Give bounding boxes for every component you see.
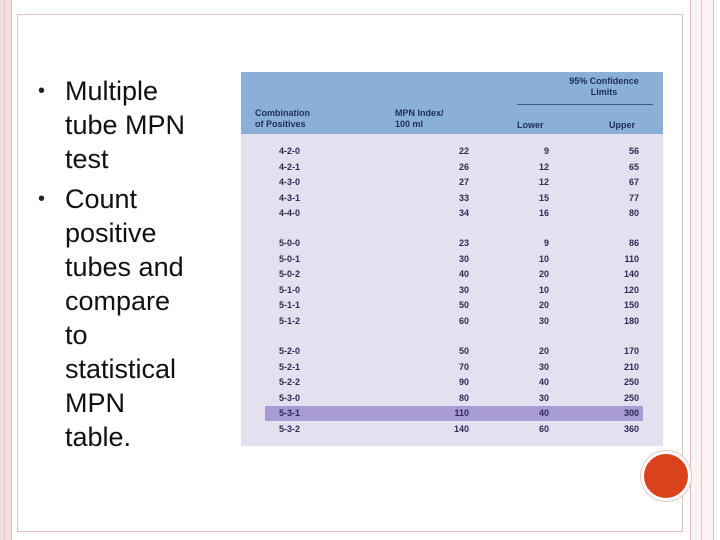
table-row: [265, 360, 643, 375]
table-row: [265, 375, 643, 390]
combination-cell: 4-4-0: [279, 208, 301, 218]
confidence-header-line: Limits: [590, 87, 618, 97]
combination-cell: 4-2-0: [279, 146, 301, 156]
bullet-list: [34, 74, 234, 460]
lower-limit-cell: 20: [538, 346, 549, 356]
upper-limit-cell: 150: [623, 300, 639, 310]
mpn-cell: 80: [458, 392, 469, 403]
bullet-line: MPN: [65, 388, 125, 418]
upper-limit-cell: 80: [628, 208, 639, 218]
combination-cell: 5-1-2: [279, 315, 301, 326]
table-row: [265, 422, 643, 437]
combination-cell: 5-2-0: [279, 346, 301, 356]
combination-cell: 5-0-1: [279, 253, 301, 264]
upper-limit-cell: 77: [628, 192, 639, 203]
mpn-cell: 40: [458, 269, 469, 279]
mpn-cell: 30: [458, 284, 469, 295]
combination-column-header: [255, 108, 365, 130]
table-row: [265, 236, 643, 251]
table-row: [265, 191, 643, 206]
bullet-line: table.: [65, 422, 132, 452]
lower-limit-cell: 20: [538, 300, 549, 310]
lower-limit-cell: 20: [538, 269, 549, 279]
upper-limit-cell: 86: [628, 238, 639, 248]
bullet-item: [34, 182, 234, 454]
mpn-cell: 90: [458, 377, 469, 387]
mpn-cell: 23: [458, 238, 469, 248]
lower-limit-cell: 15: [538, 192, 549, 203]
slide-frame-right: [690, 0, 714, 540]
bullet-line: tubes and: [65, 252, 184, 282]
bullet-dot-icon: •: [38, 80, 46, 102]
bullet-line: Count: [65, 184, 138, 214]
upper-limit-cell: 56: [628, 146, 639, 156]
upper-limit-cell: 67: [628, 177, 639, 187]
mpn-cell: 26: [458, 161, 469, 172]
lower-limit-cell: 10: [538, 253, 549, 264]
upper-limit-cell: 210: [623, 361, 639, 372]
lower-limit-cell: 60: [538, 423, 549, 434]
combination-cell: 5-2-1: [279, 361, 301, 372]
upper-limit-cell: 360: [623, 423, 639, 434]
bullet-line: test: [65, 144, 109, 174]
lower-limit-cell: 12: [538, 161, 549, 172]
mpn-cell: 33: [458, 192, 469, 203]
upper-limit-cell: 180: [623, 315, 639, 326]
bullet-line: tube MPN: [65, 110, 186, 140]
upper-limit-cell: 120: [623, 284, 639, 295]
mpn-cell: 50: [458, 300, 469, 310]
header-divider: [517, 104, 653, 105]
table-row: [265, 175, 643, 190]
lower-limit-cell: 40: [538, 377, 549, 387]
lower-limit-cell: 30: [538, 392, 549, 403]
lower-column-header: Lower: [517, 120, 544, 130]
table-row: [265, 252, 643, 267]
combination-cell: 5-3-2: [279, 423, 301, 434]
combination-cell: 4-3-0: [279, 177, 301, 187]
upper-limit-cell: 170: [623, 346, 639, 356]
mpn-header-line: 100 ml: [395, 119, 424, 129]
table-row: [265, 267, 643, 282]
combination-header-line: of Positives: [255, 119, 306, 129]
lower-limit-cell: 30: [538, 361, 549, 372]
mpn-cell: 30: [458, 253, 469, 264]
combination-header-line: Combination: [255, 108, 310, 118]
combination-cell: 4-2-1: [279, 161, 301, 172]
mpn-cell: 34: [458, 208, 469, 218]
combination-cell: 5-1-1: [279, 300, 301, 310]
mpn-cell: 60: [458, 315, 469, 326]
bullet-line: Multiple: [65, 76, 159, 106]
table-row: [265, 314, 643, 329]
combination-cell: 5-0-0: [279, 238, 301, 248]
lower-limit-cell: 12: [538, 177, 549, 187]
table-row: [265, 160, 643, 175]
lower-limit-cell: 40: [538, 408, 549, 418]
lower-limit-cell: 16: [538, 208, 549, 218]
table-row: [265, 283, 643, 298]
confidence-header-line: 95% Confidence: [569, 76, 639, 86]
upper-limit-cell: 140: [623, 269, 639, 279]
upper-column-header: Upper: [609, 120, 636, 130]
table-row: [265, 344, 643, 359]
combination-cell: 5-3-0: [279, 392, 301, 403]
mpn-header-line: MPN Index/: [395, 108, 444, 118]
mpn-table: [241, 72, 663, 446]
lower-limit-cell: 30: [538, 315, 549, 326]
upper-limit-cell: 250: [623, 377, 639, 387]
upper-limit-cell: 250: [623, 392, 639, 403]
mpn-cell: 27: [458, 177, 469, 187]
table-row: [265, 206, 643, 221]
mpn-cell: 110: [454, 408, 469, 418]
upper-limit-cell: 65: [628, 161, 639, 172]
orange-circle-decoration: [641, 451, 691, 501]
lower-limit-cell: 9: [543, 146, 549, 156]
bullet-item: [34, 74, 234, 176]
bullet-line: statistical: [65, 354, 177, 384]
table-row: [265, 144, 643, 159]
bullet-line: positive: [65, 218, 157, 248]
mpn-column-header: [395, 108, 485, 130]
upper-limit-cell: 300: [623, 408, 639, 418]
mpn-cell: 70: [458, 361, 469, 372]
confidence-limits-header: [549, 76, 659, 98]
lower-limit-cell: 9: [543, 238, 549, 248]
mpn-cell: 22: [458, 146, 469, 156]
bullet-line: to: [65, 320, 88, 350]
mpn-cell: 140: [453, 423, 469, 434]
combination-cell: 4-3-1: [279, 192, 301, 203]
slide-frame-left: [0, 0, 12, 540]
table-row: [265, 406, 643, 421]
table-row: [265, 391, 643, 406]
combination-cell: 5-2-2: [279, 377, 301, 387]
combination-cell: 5-0-2: [279, 269, 301, 279]
combination-cell: 5-3-1: [279, 408, 301, 418]
table-row: [265, 298, 643, 313]
mpn-cell: 50: [458, 346, 469, 356]
lower-limit-cell: 10: [538, 284, 549, 295]
bullet-line: compare: [65, 286, 171, 316]
combination-cell: 5-1-0: [279, 284, 301, 295]
upper-limit-cell: 110: [624, 253, 639, 264]
bullet-dot-icon: •: [38, 188, 46, 210]
